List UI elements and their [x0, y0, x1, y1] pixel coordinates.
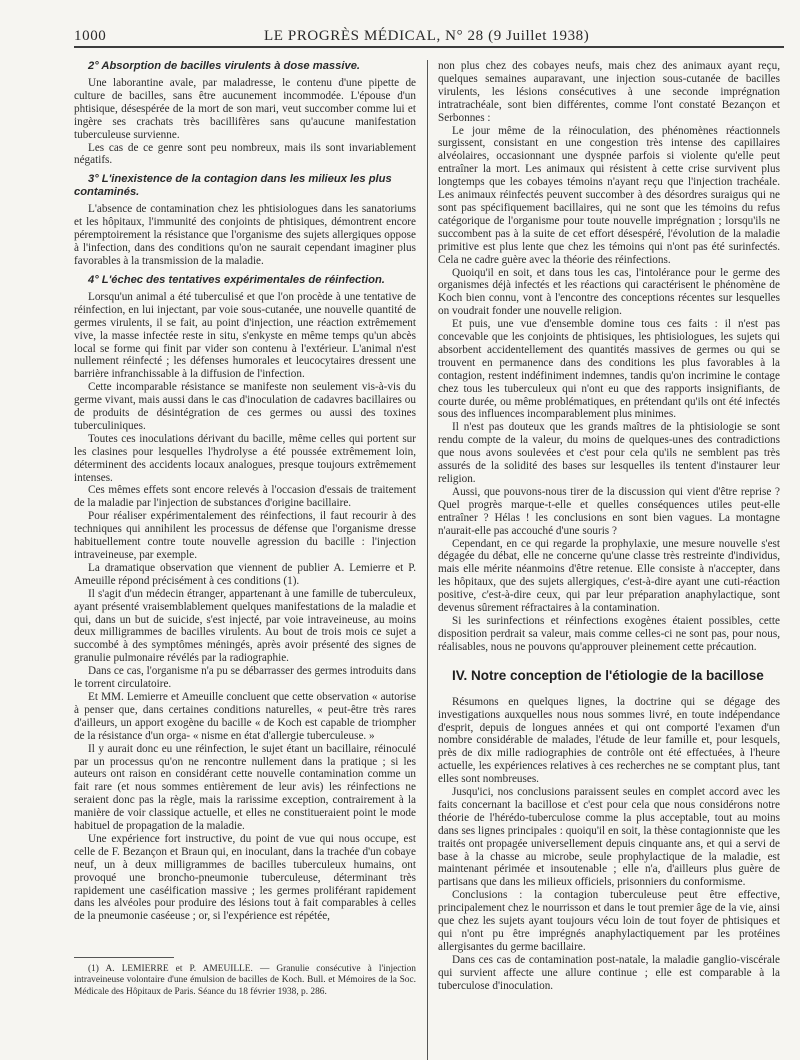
header-rule: [74, 46, 784, 48]
paragraph: Cependant, en ce qui regarde la prophylaxie, une mesure nouvelle s'est dégagée du débat, elle ne concerne qu'une classe très restreinte d'individus, mais elle mérite néanmoins d'être retenue. Elle consiste à n'accepter, dans les hôpitaux, que des sujets allergiques, c'est-à-dire ayant une cuti-réaction positive, c'est-à-dire ceux, qui par leur préparation anaphylactique, sont devenus sûrement réfractaires à la contamination.: [438, 537, 780, 615]
paragraph: Ces mêmes effets sont encore relevés à l'occasion d'essais de traitement de la maladie par l'injection de substances d'origine bacillaire.: [74, 484, 416, 510]
paragraph: non plus chez des cobayes neufs, mais chez des animaux ayant reçu, quelques semaines auparavant, une injection sous-cutanée de bacilles virulents, les lésions consécutives à une seconde imprégnation intratrachéale, sont bien différentes, comme l'ont constaté Bezançon et Serbonnes :: [438, 60, 780, 124]
column-divider: [427, 60, 428, 1060]
paragraph: Il n'est pas douteux que les grands maîtres de la phtisiologie se sont rendu compte de la valeur, du moins de quelques-unes des contradictions que nous avons soulevées et c'est pour cela qu'ils ne semblent pas très assurés de la solidité des bases sur lesquelles ils tentent d'instaurer leur religion.: [438, 421, 780, 485]
left-column: [74, 60, 416, 1043]
page-number: 1000: [74, 28, 107, 44]
section-heading-absorption: 2° Absorption de bacilles virulents à dose massive.: [88, 60, 361, 72]
paragraph: Jusqu'ici, nos conclusions paraissent seules en complet accord avec les faits concernant la bacillose et c'est pour cela que nous considérons notre théorie de l'hérédo-tuberculose comme la plus acceptable, tout au moins dans ses lignes principales : quoiqu'il en soit, la thèse contagionniste que les traités ont propagée universellement depuis cinquante ans, et qui a servi de base à la chasse au microbe, seule prophylactique de la maladie, est maintenant périmée et insoutenable ; elle n'a, d'ailleurs plus guère de partisans que dans les milieux officiels, prisonniers du conformisme.: [438, 786, 780, 889]
section-heading-reinfection: 4° L'échec des tentatives expérimentales de réinfection.: [88, 273, 385, 286]
running-header: [74, 26, 784, 48]
section-heading-contagion: 3° L'inexistence de la contagion dans les milieux les plus contaminés.: [74, 173, 392, 199]
paragraph: Cette incomparable résistance se manifeste non seulement vis-à-vis du germe vivant, mais aussi dans le cas d'inoculation de cadavres bacillaires ou de produits de désintégration de ces germes ou aussi des toxines tuberculiniques.: [74, 381, 416, 432]
paragraph: Pour réaliser expérimentalement des réinfections, il faut recourir à des techniques qui annihilent les processus de défense que l'organisme dresse habituellement contre toute nouvelle agression du bacille : l'injection intraveineuse, par exemple.: [74, 510, 416, 561]
paragraph: La dramatique observation que viennent de publier A. Lemierre et P. Ameuille répond précisément à ces conditions (1).: [74, 561, 416, 587]
paragraph: Et puis, une vue d'ensemble domine tous ces faits : il n'est pas concevable que les conjoints de phtisiques, les phtisiologues, les sujets qui absorbent accidentellement des quantités massives de germes ou qui se trouvent en permanence dans des conditions les plus favorables à la contagion, restent indéfiniment indemnes, tandis qu'on incrimine le contage chez tous les tuberculeux qui n'ont eu que des rapports insignifiants, de courte durée, ou même problématiques, en prétendant qu'ils ont été infectés sous des influences incomparablement plus minimes.: [438, 318, 780, 421]
paragraph: Les cas de ce genre sont peu nombreux, mais ils sont invariablement négatifs.: [74, 141, 416, 167]
footnote-rule: [74, 957, 174, 958]
paragraph: Dans ce cas, l'organisme n'a pu se débarrasser des germes introduits dans le torrent circulatoire.: [74, 665, 416, 691]
paragraph: Aussi, que pouvons-nous tirer de la discussion qui vient d'être reprise ? Quel progrès marque-t-elle et quelles conséquences utiles peut-elle entraîner ? Hélas ! les conclusions en sont bien vagues. La montagne n'aurait-elle pas accouché d'une souris ?: [438, 485, 780, 537]
paragraph: Le jour même de la réinoculation, des phénomènes réactionnels surgissent, consistant en une congestion très intense des capillaires alvéolaires, occasionnant une dyspnée parfois si violente qu'elle peut entraîner la mort. Les animaux qui résistent à cette crise survivent plus longtemps que les cobayes témoins n'ayant reçu que l'injection trachéale. Les animaux réinfectés peuvent succomber à des désordres suraigus qui ne sont pas spécifiquement bacillaires, qui ne sont que les témoins du refus catégorique de l'organisme pour toute nouvelle imprégnation ; lorsqu'ils ne succombent pas à la suite de cet effort désespéré, l'évolution de la maladie primitive est plus lente que chez les témoins qui n'ont pas été surinfectés. Cela ne cadre guère avec la théorie des réinfections.: [438, 124, 780, 266]
paragraph: Et MM. Lemierre et Ameuille concluent que cette observation « autorise à penser que, dans certaines conditions naturelles, « peut-être très rares d'ailleurs, un apport exogène du bacille « de Koch est capable de triompher de la résistance d'un orga- « nisme en état d'allergie tuberculeuse. »: [74, 690, 416, 742]
paragraph: Il s'agit d'un médecin étranger, appartenant à une famille de tuberculeux, ayant présenté vraisemblablement quelques manifestations de la maladie et qui, dans un but de suicide, s'est injecté, par voie intraveineuse, au moins deux milligrammes de bacilles virulents. Au bout de trois mois ce sujet a succombé à des symptômes méningés, après avoir présenté des signes de granulie pulmonaire révélés par la radiographie.: [74, 587, 416, 665]
right-column: [438, 60, 780, 1043]
paragraph: Une expérience fort instructive, du point de vue qui nous occupe, est celle de F. Bezançon et Braun qui, en inoculant, dans la trachée d'un cobaye neuf, un à deux milligrammes de bacilles tuberculeux humains, ont provoqué une broncho-pneumonie tuberculeuse, déterminant très rapidement une caséification massive ; les germes proliférant rapidement dans les alvéoles pour produire des lésions tout à fait comparables à celles de la pneumonie caséeuse ; or, si l'expérience est répétée,: [74, 832, 416, 923]
paragraph: Si les surinfections et réinfections exogènes étaient possibles, cette disposition perdrait sa valeur, mais comme celles-ci ne sont pas, pour nous, réalisables, nous ne pouvons qu'approuver pleinement cette précaution.: [438, 614, 780, 653]
section-heading-etiologie: IV. Notre conception de l'étiologie de la bacillose: [452, 667, 764, 683]
paragraph: Résumons en quelques lignes, la doctrine qui se dégage des investigations auxquelles nous nous sommes livré, en toute indépendance d'esprit, depuis de longues années et qui ont comporté l'examen d'un nombre considérable de malades, l'étude de leur famille et, pour lesquels, près de dix mille radiographies de contrôle ont été effectuées, à l'heure actuelle, les expériences relatives à ces recherches ne se comptant plus, tant elles sont nombreuses.: [438, 695, 780, 786]
footnote: (1) A. LEMIERRE et P. AMEUILLE. — Granulie consécutive à l'injection intraveineuse volontaire d'une émulsion de bacilles de Koch. Bull. et Mémoires de la Soc. Médicale des Hôpitaux de Paris. Séance du 18 février 1938, p. 286.: [74, 964, 416, 997]
paragraph: Il y aurait donc eu une réinfection, le sujet étant un bacillaire, réinoculé par un processus qu'on ne rencontre nullement dans la pratique ; si les auteurs ont raison en considérant cette nouvelle contamination comme un fait rare (et nous sommes entièrement de leur avis) les réinfections ne seraient donc pas la règle, mais la rarissime exception, contrairement à la manière de voir classique actuelle, et elles ne constitueraient point le mode habituel de propagation de la maladie.: [74, 742, 416, 833]
running-title: LE PROGRÈS MÉDICAL, N° 28 (9 Juillet 1938): [264, 28, 590, 44]
paragraph: L'absence de contamination chez les phtisiologues dans les sanatoriums et les hôpitaux, l'immunité des conjoints de phtisiques, démontrent encore péremptoirement la résistance que l'organisme des sujets allergiques oppose à l'infection, dans des conditions qu'on ne saurait cependant imaginer plus favorables à la transmission de la maladie.: [74, 203, 416, 267]
paragraph: Conclusions : la contagion tuberculeuse peut être effective, principalement chez le nourrisson et dans le tout premier âge de la vie, ainsi que chez les sujets ayant toujours vécu loin de tout foyer de phtisiques et qui n'ont pu être imprégnés anaphylactiquement par les protéines allergisantes du germe bacillaire.: [438, 889, 780, 953]
paragraph: Lorsqu'un animal a été tuberculisé et que l'on procède à une tentative de réinfection, en lui injectant, par voie sous-cutanée, une nouvelle quantité de germes virulents, il se fait, au point d'injection, une réaction extrêmement vive, la masse infectée reste in situ, s'enkyste en même temps qu'un abcès local se forme qui finit par vider son contenu à l'extérieur. L'animal n'est nullement réinfecté ; les défenses humorales et leucocytaires dressent une barrière infranchissable à la diffusion de l'infection.: [74, 290, 416, 381]
paragraph: Une laborantine avale, par maladresse, le contenu d'une pipette de culture de bacilles, sans être aucunement incommodée. L'épouse d'un phtisique, désespérée de la mort de son mari, veut succomber comme lui et ingère ses crachats très bacillifères sans qu'aucune manifestation tuberculeuse survienne.: [74, 77, 416, 141]
paragraph: Quoiqu'il en soit, et dans tous les cas, l'intolérance pour le germe des organismes déjà infectés et les réactions qui caractérisent le phénomène de Koch bien connu, vont à l'encontre des conceptions récentes sur lesquelles on voudrait fonder une nouvelle religion.: [438, 266, 780, 318]
paragraph: Toutes ces inoculations dérivant du bacille, même celles qui portent sur les clasines pour lesquelles l'hydrolyse a été poussée extrêmement loin, déterminent des accidents locaux analogues, presque toujours extrêmement intenses.: [74, 432, 416, 484]
paragraph: Dans ces cas de contamination post-natale, la maladie ganglio-viscérale qui survient affecte une allure continue ; elle est comparable à la tuberculose d'inoculation.: [438, 953, 780, 992]
